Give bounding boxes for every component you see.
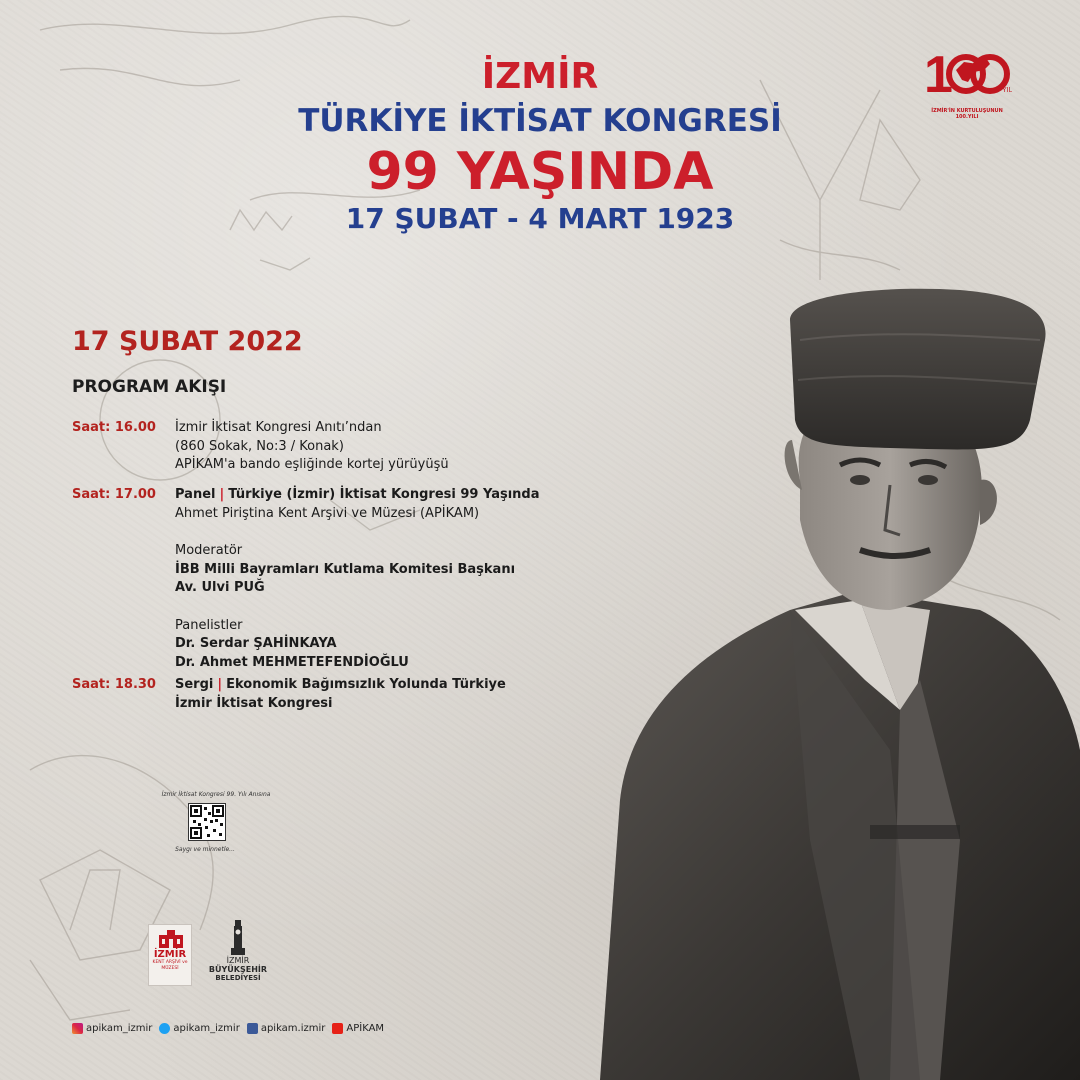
moderator-title: İBB Milli Bayramları Kutlama Komitesi Başkanı (175, 561, 516, 577)
program-time: Saat: 17.00 (72, 487, 156, 502)
svg-text:1: 1 (924, 46, 953, 104)
apikam-logo-name: İZMİR (153, 949, 187, 960)
event-venue: Ahmet Piriştina Kent Arşivi ve Müzesi (APİKAM) (175, 505, 480, 521)
ibb-logo-line1: İZMİR (226, 956, 250, 965)
event-subheading: İzmir İktisat Kongresi (175, 695, 333, 711)
youtube-channel[interactable]: APİKAM (346, 1022, 385, 1034)
program-title: PROGRAM AKIŞI (72, 377, 227, 397)
svg-text:YIL: YIL (1002, 87, 1012, 94)
qr-subcaption: Saygı ve minnetle... (175, 846, 235, 853)
twitter-handle[interactable]: apikam_izmir (173, 1022, 240, 1034)
anniversary-title: 99 YAŞINDA (366, 142, 714, 202)
youtube-icon (332, 1023, 343, 1034)
centennial-text: İZMİR'İN KURTULUŞUNUN 100.YILI (931, 108, 1003, 120)
congress-dates: 17 ŞUBAT - 4 MART 1923 (345, 202, 735, 235)
facebook-icon (247, 1023, 258, 1034)
facebook-handle[interactable]: apikam.izmir (260, 1022, 326, 1034)
city-title: İZMİR (481, 56, 599, 97)
event-heading: Ekonomik Bağımsızlık Yolunda Türkiye (226, 677, 506, 692)
qr-code-icon (189, 804, 225, 840)
qr-code[interactable] (188, 803, 226, 841)
program-time: Saat: 16.00 (72, 420, 156, 435)
event-title: TÜRKİYE İKTİSAT KONGRESİ (298, 103, 782, 139)
separator: | (217, 677, 223, 692)
separator: | (219, 487, 225, 502)
ibb-logo-line2: BÜYÜKŞEHİR (208, 965, 268, 974)
program-line: (860 Sokak, No:3 / Konak) (175, 438, 344, 454)
program-details (175, 676, 595, 713)
centennial-logo-icon (922, 40, 1012, 108)
program-date: 17 ŞUBAT 2022 (72, 326, 303, 357)
event-kind: Sergi (175, 677, 214, 692)
panelist-name: Dr. Serdar ŞAHİNKAYA (175, 636, 337, 651)
apikam-logo (148, 924, 192, 986)
instagram-icon (72, 1023, 83, 1034)
program-line: APİKAM'a bando eşliğinde kortej yürüyüşü (175, 457, 449, 472)
centennial-badge (922, 40, 1012, 120)
panelist-name: Dr. Ahmet MEHMETEFENDİOĞLU (175, 654, 409, 670)
building-icon (157, 929, 185, 949)
qr-caption: İzmir İktisat Kongresi 99. Yılı Anısına (161, 791, 271, 798)
apikam-logo-subtitle: KENT ARŞİVİ ve MÜZESİ (152, 960, 188, 971)
moderator-label: Moderatör (175, 543, 243, 558)
program-time: Saat: 18.30 (72, 677, 156, 692)
ibb-logo-line3: BELEDİYESİ (215, 974, 261, 982)
twitter-icon (159, 1023, 170, 1034)
panelists-label: Panelistler (175, 617, 243, 633)
instagram-handle[interactable]: apikam_izmir (86, 1022, 153, 1034)
header (0, 55, 1080, 237)
event-heading: Türkiye (İzmir) İktisat Kongresi 99 Yaşında (228, 487, 540, 502)
social-links (72, 1020, 391, 1036)
ibb-logo (208, 920, 268, 988)
clock-tower-icon (228, 920, 248, 956)
ataturk-portrait (560, 280, 1080, 1080)
program-details (175, 486, 595, 672)
program-details (175, 419, 595, 475)
program-line: İzmir İktisat Kongresi Anıtı’ndan (175, 420, 382, 435)
moderator-name: Av. Ulvi PUĞ (175, 580, 265, 595)
event-kind: Panel (175, 487, 216, 502)
